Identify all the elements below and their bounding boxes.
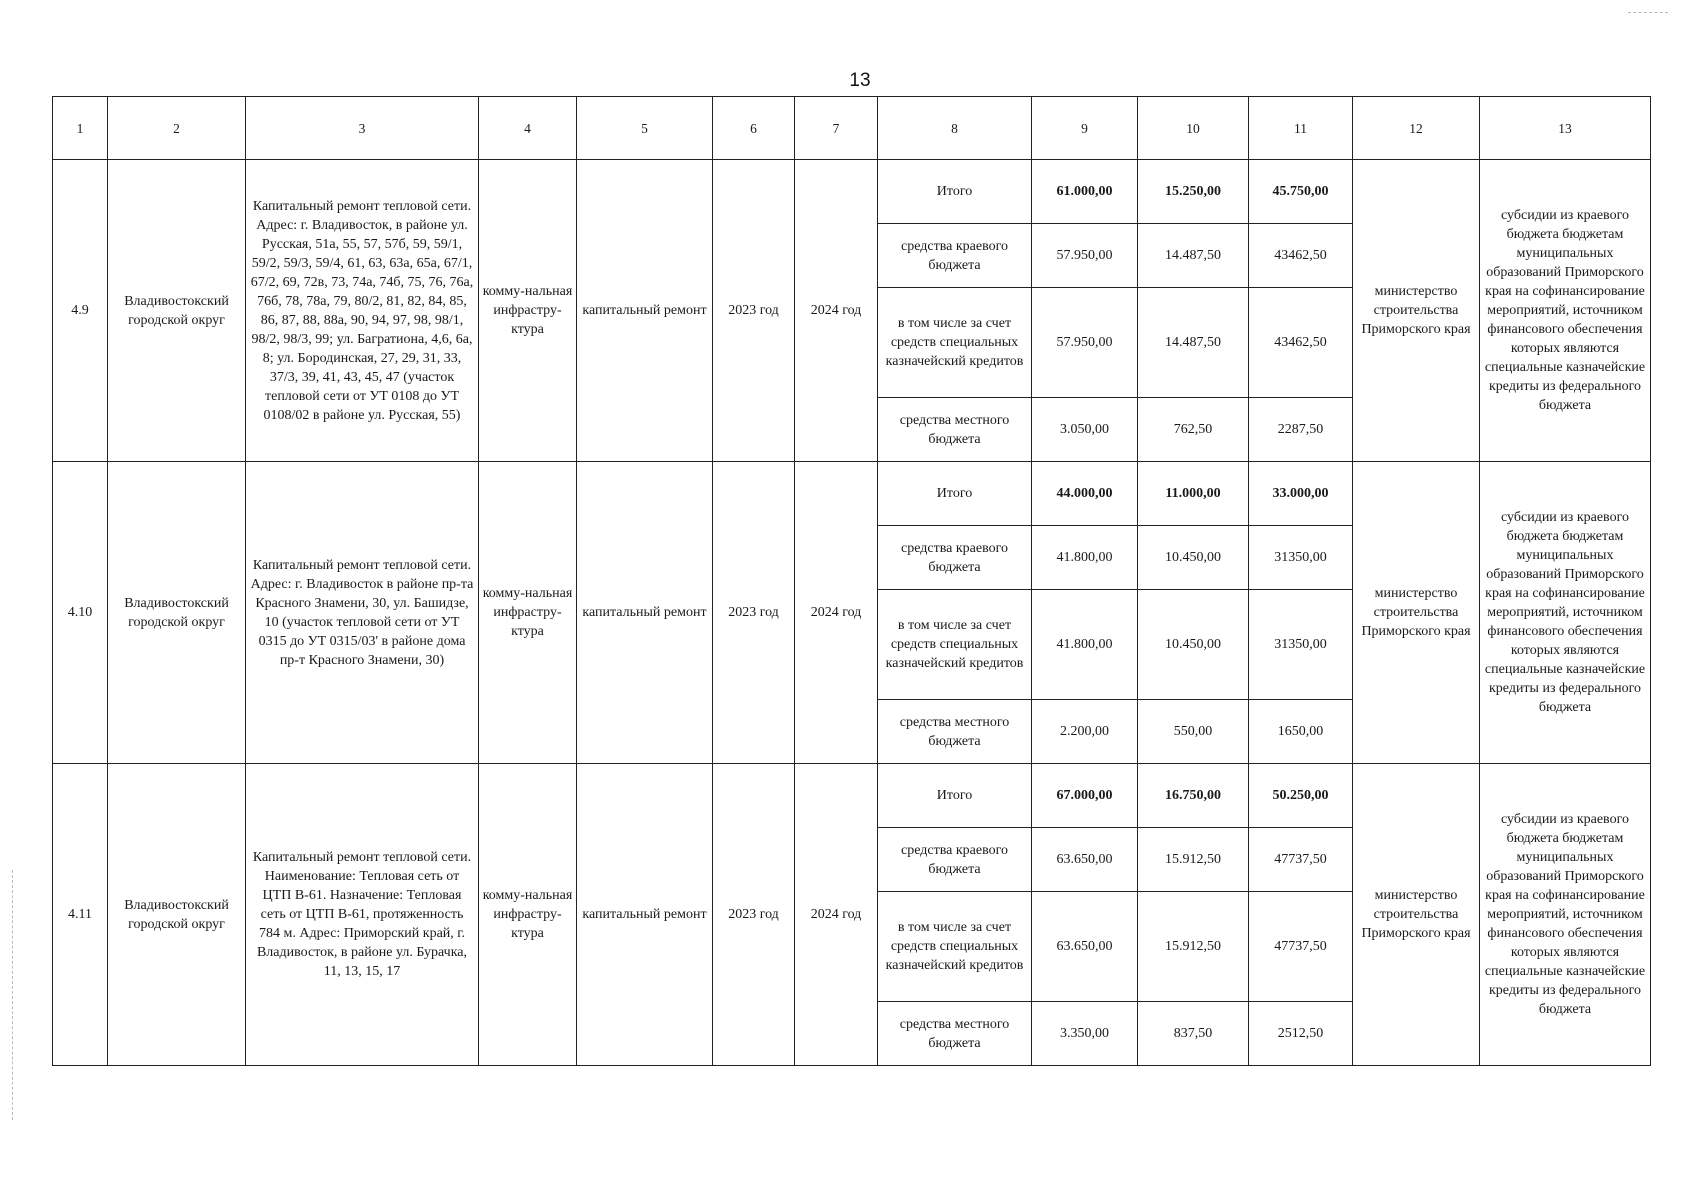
source-label: средства местного бюджета bbox=[878, 700, 1032, 764]
source-label: средства краевого бюджета bbox=[878, 526, 1032, 590]
source-label: средства краевого бюджета bbox=[878, 224, 1032, 288]
amount-2023: 14.487,50 bbox=[1138, 288, 1249, 398]
header-cell: 5 bbox=[577, 97, 713, 160]
municipality-cell: Владивостокский городской округ bbox=[108, 462, 246, 764]
header-cell: 1 bbox=[53, 97, 108, 160]
year-end-cell: 2024 год bbox=[795, 160, 878, 462]
page-number: 13 bbox=[849, 70, 871, 91]
year-end-cell: 2024 год bbox=[795, 764, 878, 1066]
row-number: 4.11 bbox=[53, 764, 108, 1066]
header-cell: 2 bbox=[108, 97, 246, 160]
amount-2023: 15.250,00 bbox=[1138, 160, 1249, 224]
header-cell: 4 bbox=[479, 97, 577, 160]
amount-total: 41.800,00 bbox=[1032, 526, 1138, 590]
year-end-cell: 2024 год bbox=[795, 462, 878, 764]
amount-2024: 1650,00 bbox=[1249, 700, 1353, 764]
amount-total: 3.350,00 bbox=[1032, 1002, 1138, 1066]
sphere-cell: комму-нальная инфрастру-ктура bbox=[479, 462, 577, 764]
amount-total: 57.950,00 bbox=[1032, 224, 1138, 288]
scan-artifact bbox=[1628, 12, 1668, 14]
amount-total: 61.000,00 bbox=[1032, 160, 1138, 224]
responsible-cell: министерство строительства Приморского края bbox=[1353, 764, 1480, 1066]
header-cell: 7 bbox=[795, 97, 878, 160]
source-label: средства краевого бюджета bbox=[878, 828, 1032, 892]
amount-2024: 31350,00 bbox=[1249, 590, 1353, 700]
header-cell: 9 bbox=[1032, 97, 1138, 160]
purpose-cell: субсидии из краевого бюджета бюджетам муниципальных образований Приморского края на софинансирование мероприятий, источником финансового обеспечения которых являются специальные казначейские кредиты из федерального бюджета bbox=[1480, 160, 1651, 462]
table-row bbox=[53, 462, 1651, 526]
amount-2023: 15.912,50 bbox=[1138, 828, 1249, 892]
source-label: в том числе за счет средств специальных казначейский кредитов bbox=[878, 590, 1032, 700]
amount-2023: 16.750,00 bbox=[1138, 764, 1249, 828]
source-label: Итого bbox=[878, 764, 1032, 828]
source-label: Итого bbox=[878, 160, 1032, 224]
table-row bbox=[53, 764, 1651, 828]
year-start-cell: 2023 год bbox=[713, 462, 795, 764]
amount-2024: 33.000,00 bbox=[1249, 462, 1353, 526]
source-label: Итого bbox=[878, 462, 1032, 526]
amount-2024: 43462,50 bbox=[1249, 224, 1353, 288]
amount-total: 63.650,00 bbox=[1032, 828, 1138, 892]
source-label: средства местного бюджета bbox=[878, 398, 1032, 462]
work-type-cell: капитальный ремонт bbox=[577, 160, 713, 462]
amount-2024: 2512,50 bbox=[1249, 1002, 1353, 1066]
year-start-cell: 2023 год bbox=[713, 764, 795, 1066]
purpose-cell: субсидии из краевого бюджета бюджетам муниципальных образований Приморского края на софинансирование мероприятий, источником финансового обеспечения которых являются специальные казначейские кредиты из федерального бюджета bbox=[1480, 462, 1651, 764]
header-cell: 10 bbox=[1138, 97, 1249, 160]
amount-2024: 2287,50 bbox=[1249, 398, 1353, 462]
sphere-cell: комму-нальная инфрастру-ктура bbox=[479, 160, 577, 462]
amount-2023: 10.450,00 bbox=[1138, 526, 1249, 590]
amount-2023: 10.450,00 bbox=[1138, 590, 1249, 700]
amount-total: 67.000,00 bbox=[1032, 764, 1138, 828]
work-type-cell: капитальный ремонт bbox=[577, 764, 713, 1066]
amount-2023: 14.487,50 bbox=[1138, 224, 1249, 288]
header-cell: 12 bbox=[1353, 97, 1480, 160]
object-description: Капитальный ремонт тепловой сети. Адрес: г. Владивосток, в районе ул. Русская, 51а, 55, 57, 57б, 59, 59/1, 59/2, 59/3, 59/4, 61, 63, 63а, 65а, 67/1, 67/2, 69, 72в, 73, 74а, 74б, 75, 76, 76а, 76б, 78, 78а, 79, 80/2, 81, 82, 84, 85, 86, 87, 88, 88а, 90, 94, 97, 98, 98/1, 98/2, 98/3, 99; ул. Багратиона, 4,6, 6а, 8; ул. Бородинская, 27, 29, 31, 33, 37/3, 39, 41, 43, 45, 47 (участок тепловой сети от УТ 0108 до УТ 0108/02 в районе ул. Русская, 55) bbox=[246, 160, 479, 462]
responsible-cell: министерство строительства Приморского края bbox=[1353, 160, 1480, 462]
sphere-cell: комму-нальная инфрастру-ктура bbox=[479, 764, 577, 1066]
municipality-cell: Владивостокский городской округ bbox=[108, 160, 246, 462]
amount-2024: 50.250,00 bbox=[1249, 764, 1353, 828]
purpose-cell: субсидии из краевого бюджета бюджетам муниципальных образований Приморского края на софинансирование мероприятий, источником финансового обеспечения которых являются специальные казначейские кредиты из федерального бюджета bbox=[1480, 764, 1651, 1066]
amount-2024: 47737,50 bbox=[1249, 892, 1353, 1002]
amount-2024: 45.750,00 bbox=[1249, 160, 1353, 224]
program-table bbox=[52, 96, 1651, 1066]
year-start-cell: 2023 год bbox=[713, 160, 795, 462]
responsible-cell: министерство строительства Приморского края bbox=[1353, 462, 1480, 764]
amount-2024: 31350,00 bbox=[1249, 526, 1353, 590]
amount-total: 57.950,00 bbox=[1032, 288, 1138, 398]
object-description: Капитальный ремонт тепловой сети. Адрес: г. Владивосток в районе пр-та Красного Знамени, 30, ул. Башидзе, 10 (участок тепловой сети от УТ 0315 до УТ 0315/03' в районе дома пр-т Красного Знамени, 30) bbox=[246, 462, 479, 764]
table-row bbox=[53, 160, 1651, 224]
scan-artifact bbox=[12, 870, 14, 1120]
work-type-cell: капитальный ремонт bbox=[577, 462, 713, 764]
amount-total: 3.050,00 bbox=[1032, 398, 1138, 462]
header-cell: 6 bbox=[713, 97, 795, 160]
header-cell: 8 bbox=[878, 97, 1032, 160]
amount-total: 44.000,00 bbox=[1032, 462, 1138, 526]
source-label: средства местного бюджета bbox=[878, 1002, 1032, 1066]
amount-2024: 43462,50 bbox=[1249, 288, 1353, 398]
header-cell: 3 bbox=[246, 97, 479, 160]
amount-2023: 762,50 bbox=[1138, 398, 1249, 462]
source-label: в том числе за счет средств специальных казначейский кредитов bbox=[878, 892, 1032, 1002]
amount-2023: 837,50 bbox=[1138, 1002, 1249, 1066]
row-number: 4.9 bbox=[53, 160, 108, 462]
amount-total: 2.200,00 bbox=[1032, 700, 1138, 764]
amount-total: 41.800,00 bbox=[1032, 590, 1138, 700]
header-cell: 11 bbox=[1249, 97, 1353, 160]
amount-2024: 47737,50 bbox=[1249, 828, 1353, 892]
header-row bbox=[53, 97, 1651, 160]
source-label: в том числе за счет средств специальных казначейский кредитов bbox=[878, 288, 1032, 398]
amount-2023: 550,00 bbox=[1138, 700, 1249, 764]
municipality-cell: Владивостокский городской округ bbox=[108, 764, 246, 1066]
amount-2023: 15.912,50 bbox=[1138, 892, 1249, 1002]
amount-total: 63.650,00 bbox=[1032, 892, 1138, 1002]
header-cell: 13 bbox=[1480, 97, 1651, 160]
row-number: 4.10 bbox=[53, 462, 108, 764]
object-description: Капитальный ремонт тепловой сети. Наименование: Тепловая сеть от ЦТП В-61. Назначение: Тепловая сеть от ЦТП В-61, протяженность 784 м. Адрес: Приморский край, г. Владивосток, в районе ул. Бурачка, 11, 13, 15, 17 bbox=[246, 764, 479, 1066]
amount-2023: 11.000,00 bbox=[1138, 462, 1249, 526]
